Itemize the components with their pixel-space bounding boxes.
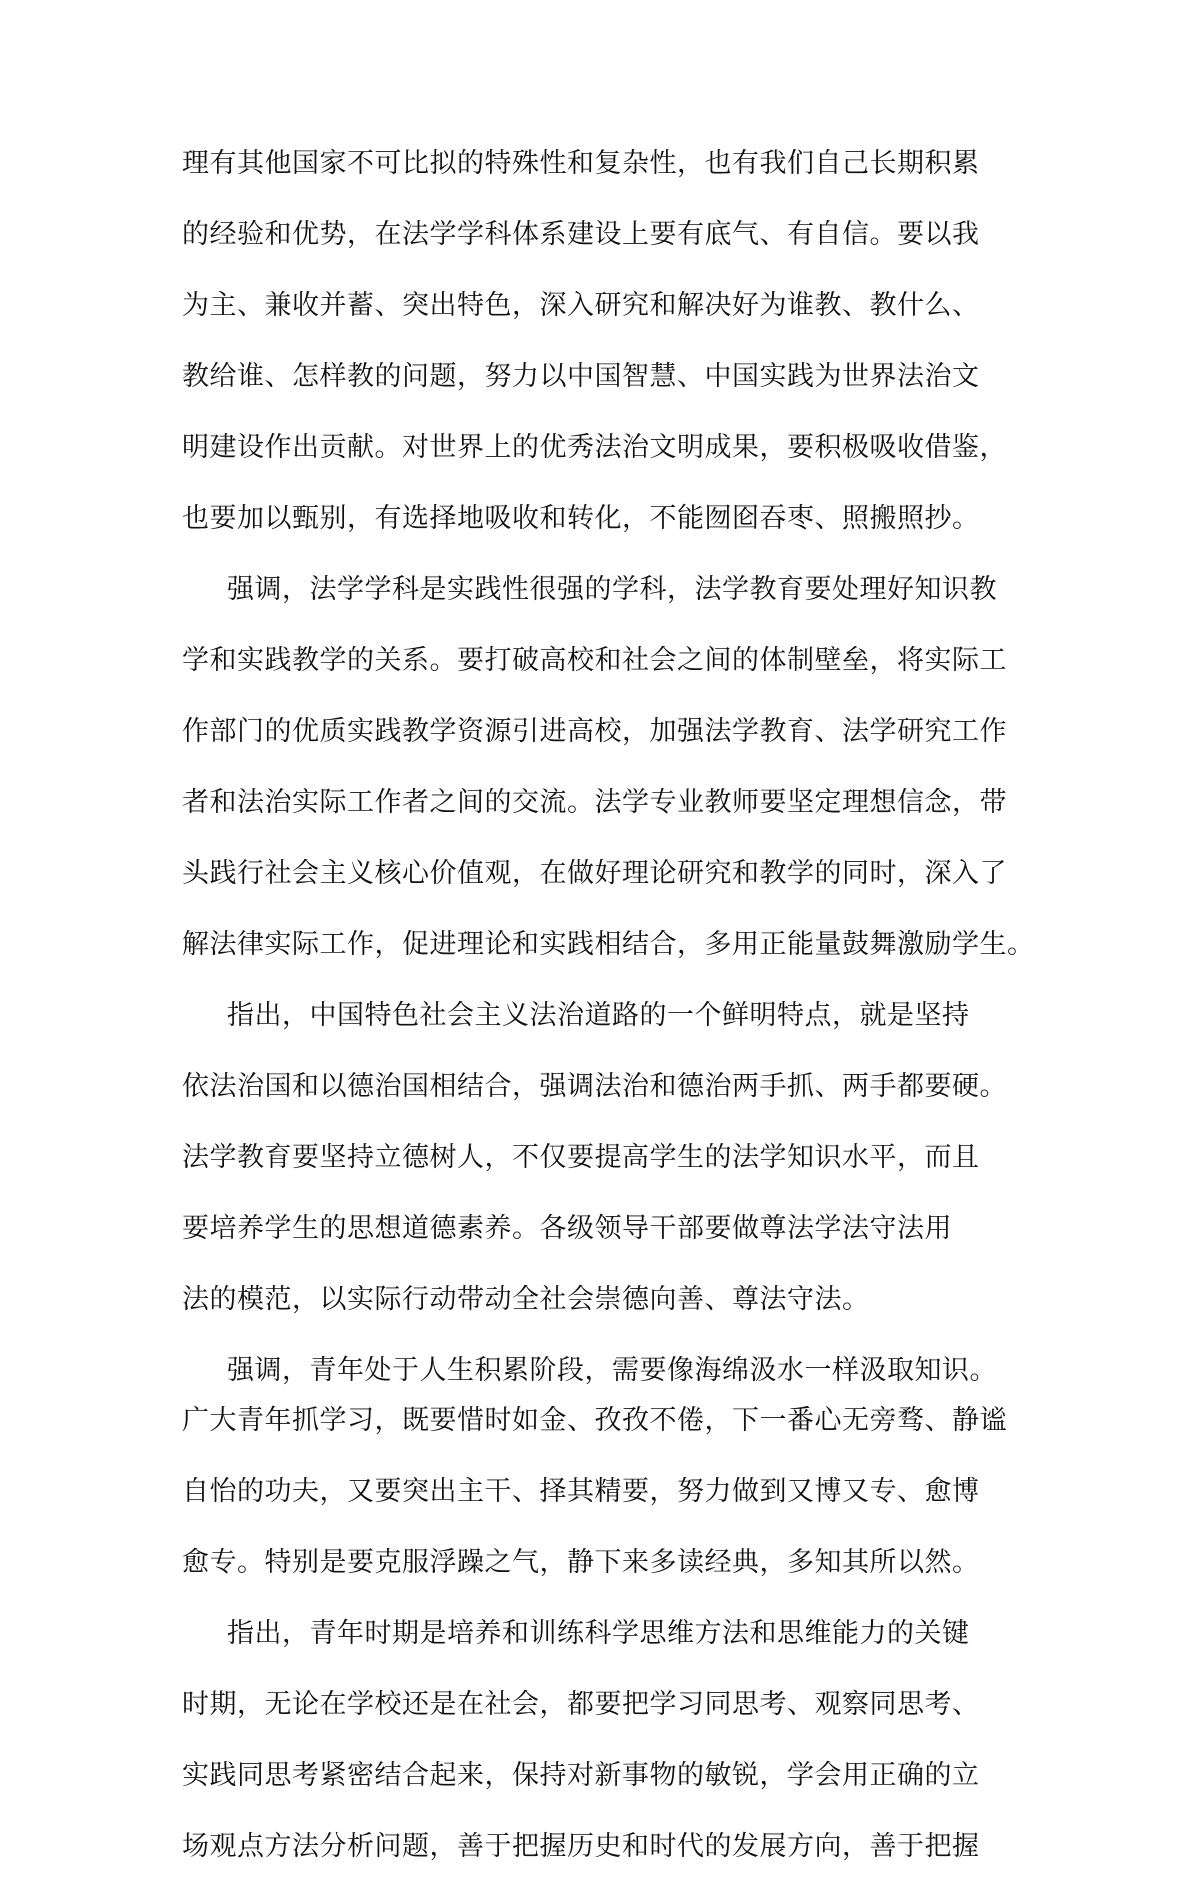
paragraph-first-line: 指出，中国特色社会主义法治道路的一个鲜明特点，就是坚持 bbox=[227, 1000, 970, 1031]
text-line: 的经验和优势，在法学学科体系建设上要有底气、有自信。要以我 bbox=[182, 219, 980, 250]
text-line: 愈专。特别是要克服浮躁之气，静下来多读经典，多知其所以然。 bbox=[182, 1547, 980, 1578]
text-line: 法学教育要坚持立德树人，不仅要提高学生的法学知识水平，而且 bbox=[182, 1142, 980, 1173]
text-line: 学和实践教学的关系。要打破高校和社会之间的体制壁垒，将实际工 bbox=[182, 645, 1007, 676]
text-line: 解法律实际工作，促进理论和实践相结合，多用正能量鼓舞激励学生。 bbox=[182, 929, 1035, 960]
text-line: 广大青年抓学习，既要惜时如金、孜孜不倦，下一番心无旁骛、静谧 bbox=[182, 1405, 1007, 1436]
text-line: 法的模范，以实际行动带动全社会崇德向善、尊法守法。 bbox=[182, 1284, 870, 1315]
paragraph-first-line: 强调，法学学科是实践性很强的学科，法学教育要处理好知识教 bbox=[227, 574, 997, 605]
document-body bbox=[182, 143, 1052, 1897]
paragraph-first-line: 指出，青年时期是培养和训练科学思维方法和思维能力的关键 bbox=[227, 1618, 970, 1649]
text-line: 理有其他国家不可比拟的特殊性和复杂性，也有我们自己长期积累 bbox=[182, 148, 980, 179]
text-line: 实践同思考紧密结合起来，保持对新事物的敏锐，学会用正确的立 bbox=[182, 1760, 980, 1791]
text-line: 头践行社会主义核心价值观，在做好理论研究和教学的同时，深入了 bbox=[182, 858, 1007, 889]
text-line: 也要加以甄别，有选择地吸收和转化，不能囫囵吞枣、照搬照抄。 bbox=[182, 503, 980, 534]
text-line: 教给谁、怎样教的问题，努力以中国智慧、中国实践为世界法治文 bbox=[182, 361, 980, 392]
text-line: 者和法治实际工作者之间的交流。法学专业教师要坚定理想信念，带 bbox=[182, 787, 1007, 818]
text-line: 作部门的优质实践教学资源引进高校，加强法学教育、法学研究工作 bbox=[182, 716, 1007, 747]
text-line: 自怡的功夫，又要突出主干、择其精要，努力做到又博又专、愈博 bbox=[182, 1476, 980, 1507]
text-line: 为主、兼收并蓄、突出特色，深入研究和解决好为谁教、教什么、 bbox=[182, 290, 980, 321]
text-line: 明建设作出贡献。对世界上的优秀法治文明成果，要积极吸收借鉴， bbox=[182, 432, 1007, 463]
paragraph-first-line: 强调，青年处于人生积累阶段，需要像海绵汲水一样汲取知识。 bbox=[227, 1355, 997, 1386]
text-line: 要培养学生的思想道德素养。各级领导干部要做尊法学法守法用 bbox=[182, 1213, 952, 1244]
text-line: 依法治国和以德治国相结合，强调法治和德治两手抓、两手都要硬。 bbox=[182, 1071, 1007, 1102]
text-line: 场观点方法分析问题，善于把握历史和时代的发展方向，善于把握 bbox=[182, 1831, 980, 1862]
text-line: 时期，无论在学校还是在社会，都要把学习同思考、观察同思考、 bbox=[182, 1689, 980, 1720]
